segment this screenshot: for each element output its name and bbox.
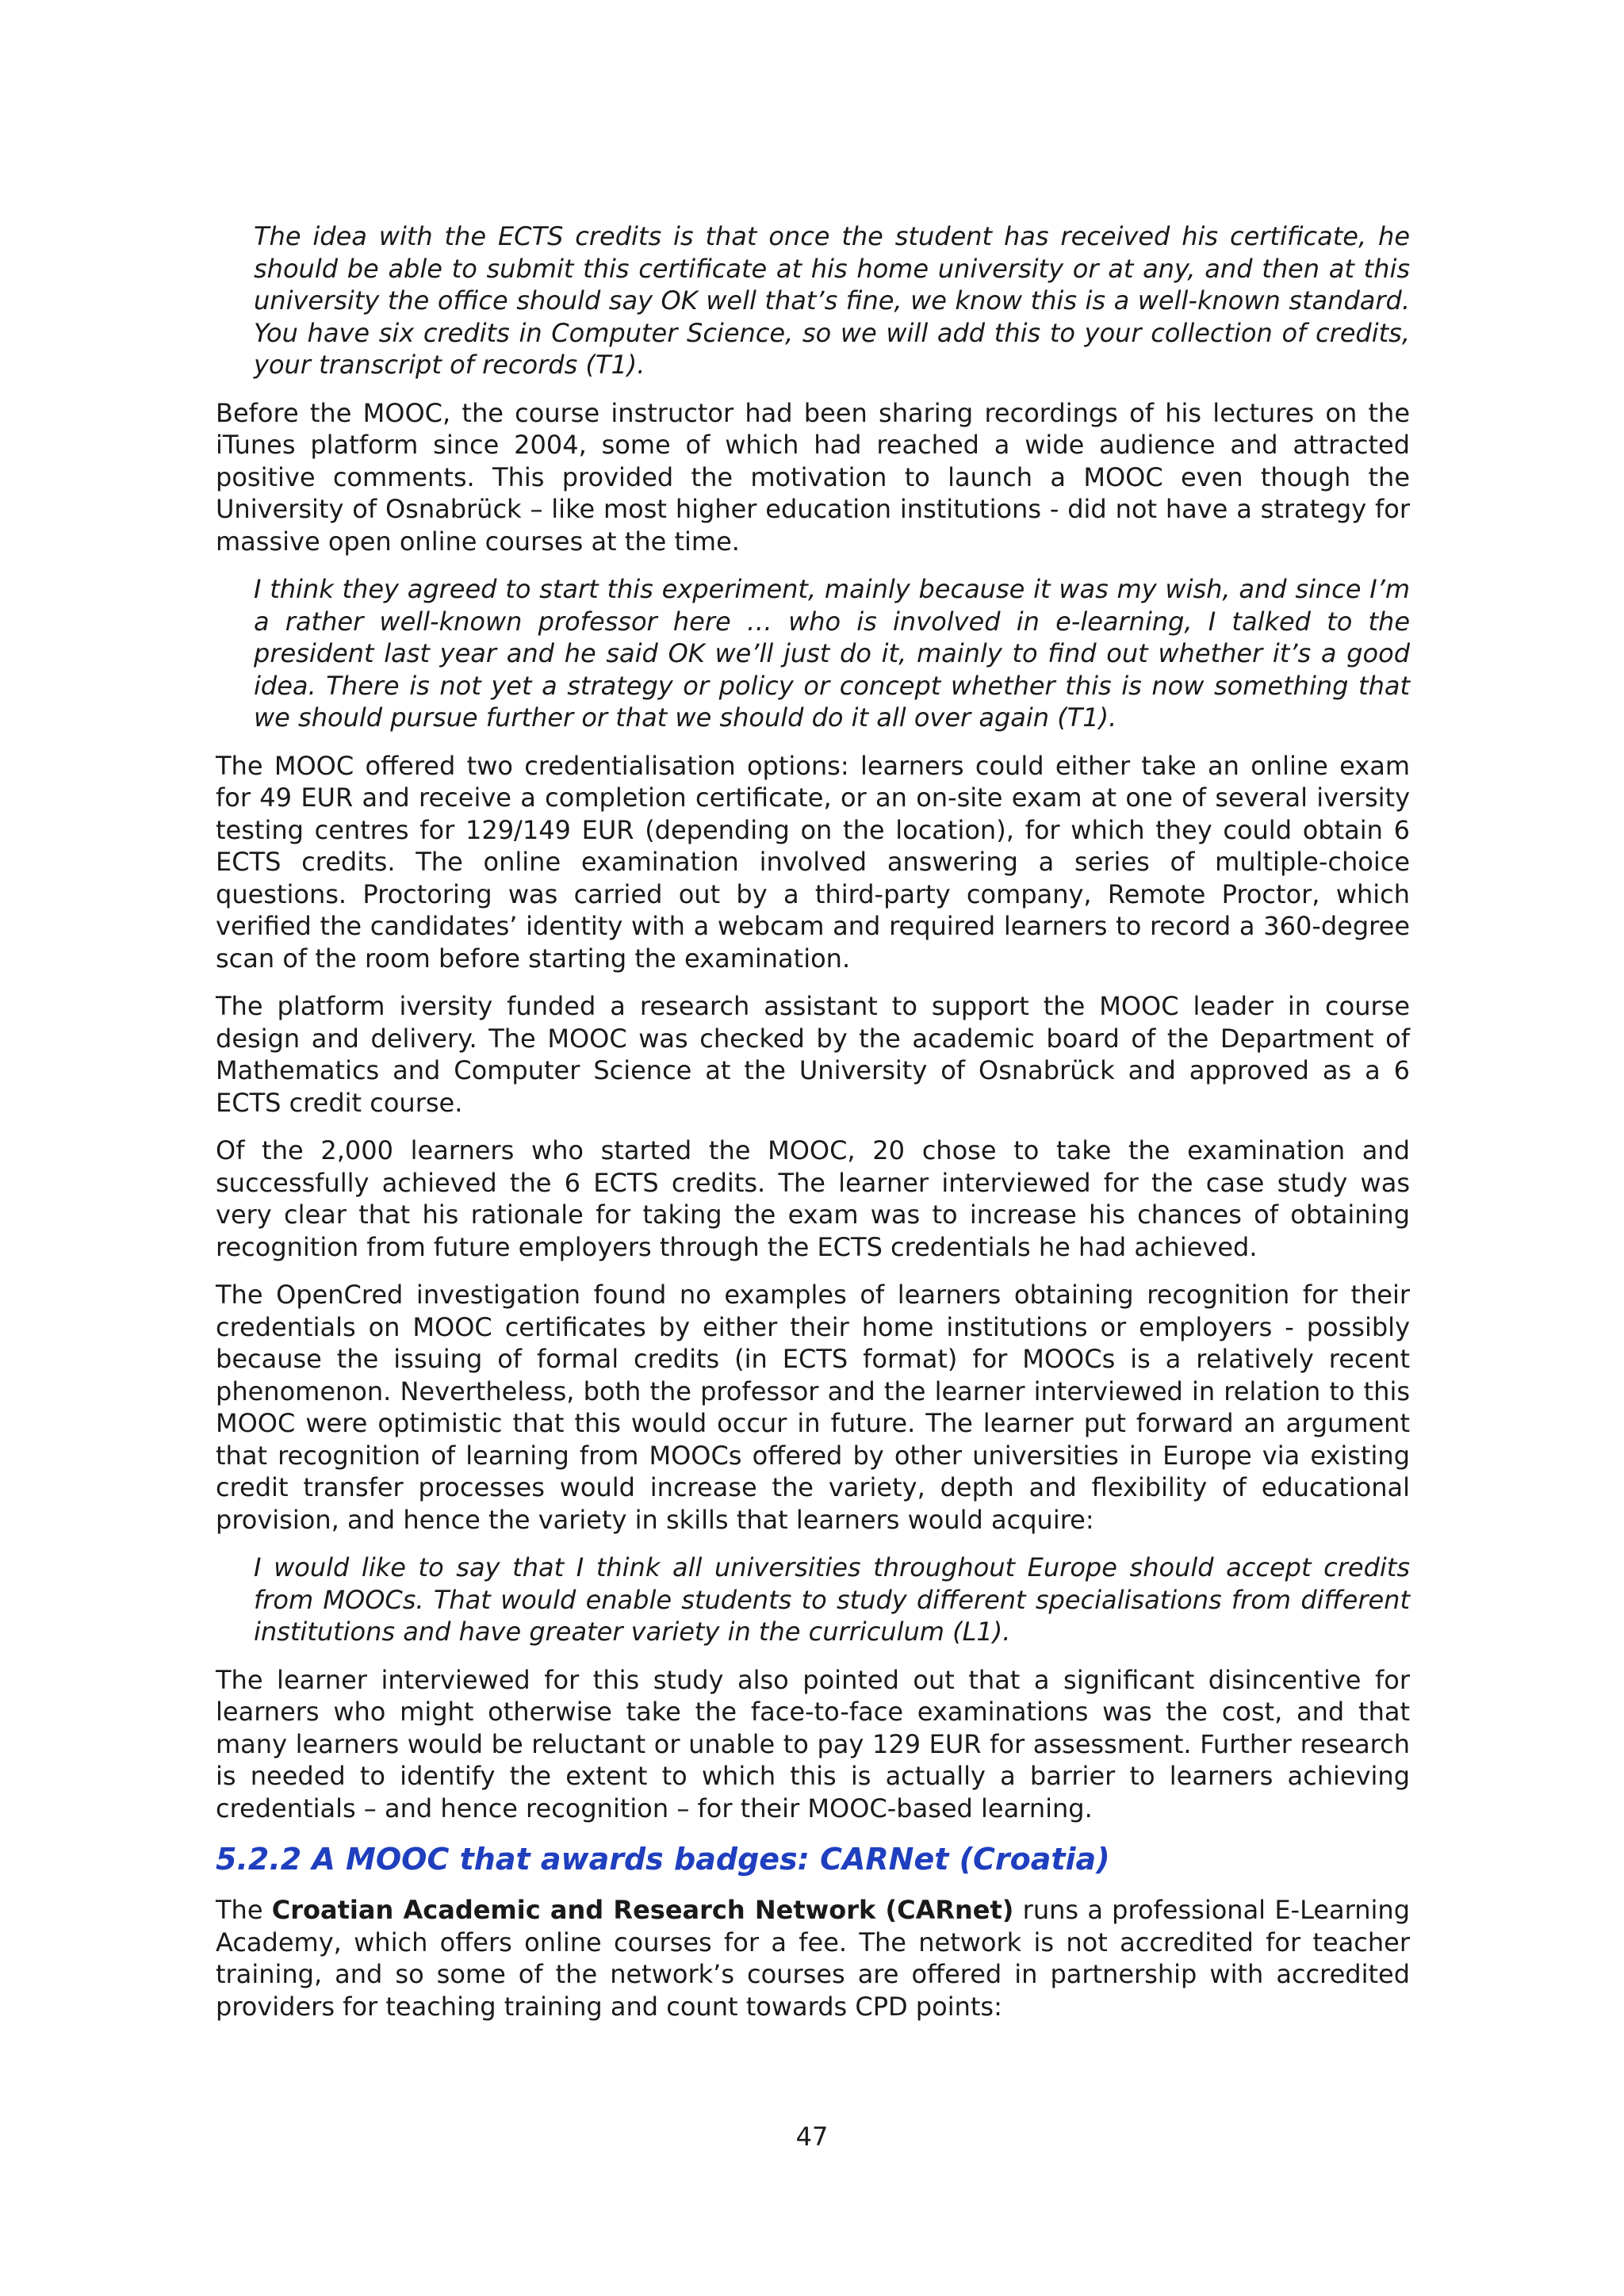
paragraph-learner-outcomes: Of the 2,000 learners who started the MOOC, 20 chose to take the examination and successfully achieved the 6 ECTS credits. The learner interviewed for the case study was very clear that his rationale for taking the exam was to increase his chances of obtaining recognition from future employers through the ECTS credentials he had achieved. xyxy=(216,1135,1410,1262)
quote-universities-accept-credits: I would like to say that I think all universities throughout Europe should accept credits from MOOCs. That would enable students to study different specialisations from different institutions and have greater variety in the curriculum (L1). xyxy=(254,1552,1410,1647)
paragraph-carnet xyxy=(216,1894,1410,2022)
paragraph-opencred-investigation: The OpenCred investigation found no examples of learners obtaining recognition for their credentials on MOOC certificates by either their home institutions or employers - possibly because the issuing of formal credits (in ECTS format) for MOOCs is a relatively recent phenomenon. Nevertheless, both the professor and the learner interviewed in relation to this MOOC were optimistic that this would occur in future. The learner put forward an argument that recognition of learning from MOOCs offered by other universities in Europe via existing credit transfer processes would increase the variety, depth and flexibility of educational provision, and hence the variety in skills that learners would acquire: xyxy=(216,1280,1410,1535)
carnet-rest-text: runs a professional E-Learning Academy, which offers online courses for a fee. The network is not accredited for teacher training, and so some of the network’s courses are offered in partnership with accredited providers for teaching training and count towards CPD points: xyxy=(216,1895,1411,2022)
quote-ects-credits: The idea with the ECTS credits is that once the student has received his certificate, he should be able to submit this certificate at his home university or at any, and then at this university the office should say OK well that’s fine, we know this is a well-known standard. You have six credits in Computer Science, so we will add this to your collection of credits, your transcript of records (T1). xyxy=(254,221,1410,380)
quote-experiment: I think they agreed to start this experiment, mainly because it was my wish, and since I’m a rather well-known professor here … who is involved in e-learning, I talked to the president last year and he said OK we’ll just do it, mainly to find out whether it’s a good idea. There is not yet a strategy or policy or concept whether this is now something that we should pursue further or that we should do it all over again (T1). xyxy=(254,574,1410,733)
paragraph-platform-funding: The platform iversity funded a research assistant to support the MOOC leader in course design and delivery. The MOOC was checked by the academic board of the Department of Mathematics and Computer Science at the University of Osnabrück and approved as a 6 ECTS credit course. xyxy=(216,991,1410,1118)
paragraph-credentialisation-options: The MOOC offered two credentialisation options: learners could either take an online exam for 49 EUR and receive a completion certificate, or an on-site exam at one of several iversity testing centres for 129/149 EUR (depending on the location), for which they could obtain 6 ECTS credits. The online examination involved answering a series of multiple-choice questions. Proctoring was carried out by a third-party company, Remote Proctor, which verified the candidates’ identity with a webcam and required learners to record a 360-degree scan of the room before starting the examination. xyxy=(216,750,1410,974)
document-page xyxy=(216,220,1410,2038)
paragraph-disincentive-cost: The learner interviewed for this study also pointed out that a significant disincentive for learners who might otherwise take the face-to-face examinations was the cost, and that many learners would be reluctant or unable to pay 129 EUR for assessment. Further research is needed to identify the extent to which this is actually a barrier to learners achieving credentials – and hence recognition – for their MOOC-based learning. xyxy=(216,1664,1410,1823)
carnet-lead-text: The xyxy=(216,1895,272,1925)
page-number: 47 xyxy=(795,2122,829,2152)
paragraph-before-mooc: Before the MOOC, the course instructor had been sharing recordings of his lectures on the iTunes platform since 2004, some of which had reached a wide audience and attracted positive comments. This provided the motivation to launch a MOOC even though the University of Osnabrück – like most higher education institutions - did not have a strategy for massive open online courses at the time. xyxy=(216,397,1410,557)
carnet-organisation-name: Croatian Academic and Research Network (CARnet) xyxy=(271,1895,1014,1925)
section-heading: 5.2.2 A MOOC that awards badges: CARNet (Croatia) xyxy=(216,1842,1110,1877)
